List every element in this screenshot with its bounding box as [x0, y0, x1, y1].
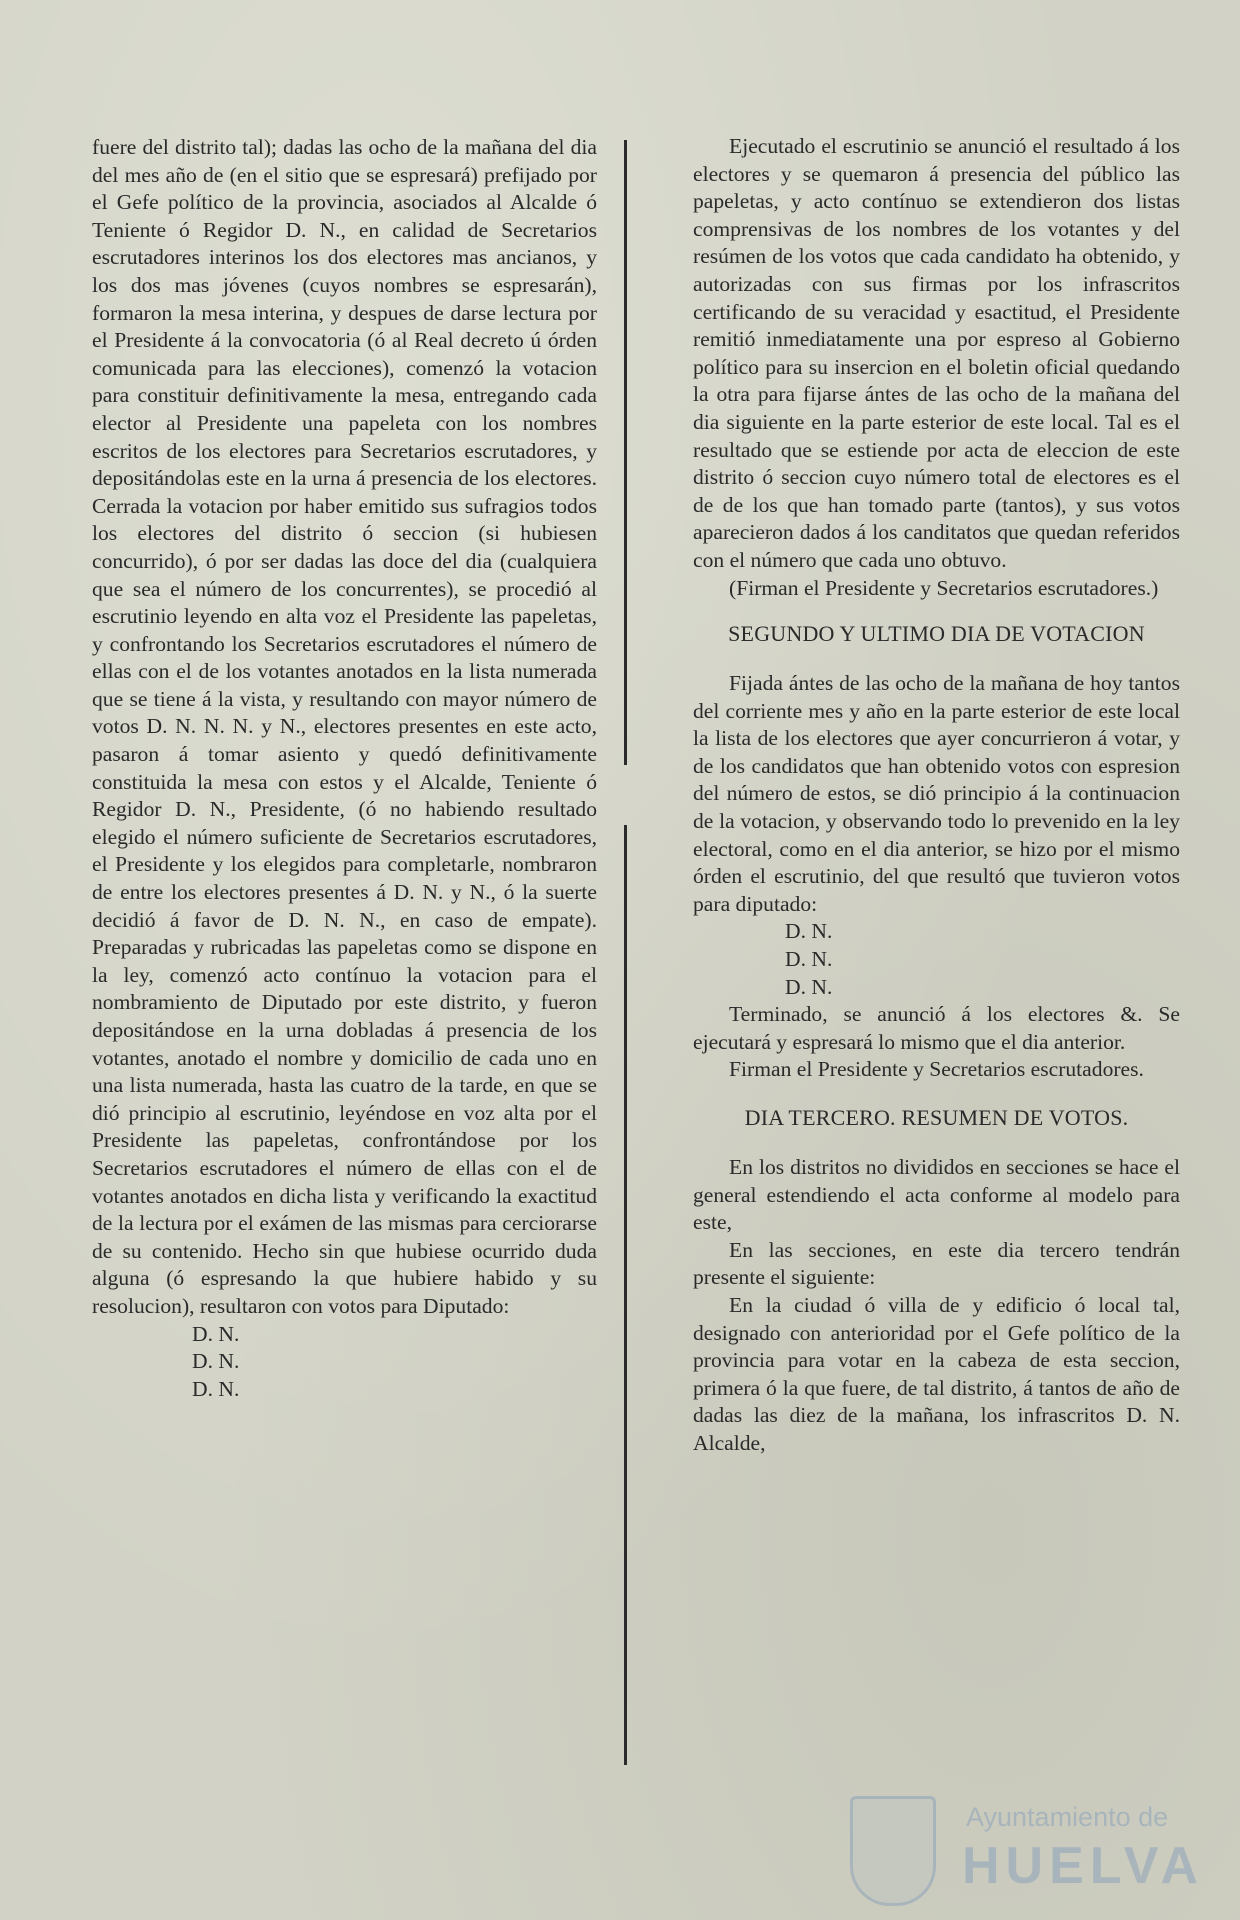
terminado-paragraph: Terminado, se anunció á los electores &. Se ejecutará y espresará lo mismo que el dia anterior. [693, 1002, 1180, 1054]
right-candidate-list [693, 918, 1180, 1001]
section-heading-dia-tercero: DIA TERCERO. RESUMEN DE VOTOS. [744, 1105, 1129, 1130]
watermark-line-1: Ayuntamiento de [966, 1802, 1169, 1832]
secciones-paragraph: En las secciones, en este dia tercero tendrán presente el siguiente: [693, 1237, 1180, 1290]
archive-watermark [850, 1796, 1205, 1906]
candidate-entry: D. N. [785, 947, 833, 972]
signature-note-2: Firman el Presidente y Secretarios escrutadores. [729, 1057, 1144, 1082]
coat-of-arms-icon [850, 1796, 936, 1906]
left-main-paragraph: fuere del distrito tal); dadas las ocho de la mañana del dia del mes año de (en el sitio que se espresará) prefijado por el Gefe político de la provincia, asociados al Alcalde ó Teniente ó Regidor D. N., en calidad de Secretarios escrutadores interinos los dos electores mas ancianos, y los dos mas jóvenes (cuyos nombres se espresarán), formaron la mesa interina, y despues de darse lectura por el Presidente á la convocatoria (ó al Real decreto ú órden comunicada para las elecciones), comenzó la votacion para constituir definitivamente la mesa, entregando cada elector al Presidente una papeleta con los nombres escritos de los electores para Secretarios escrutadores, y depositándolas este en la urna á presencia de los electores. Cerrada la votacion por haber emitido sus sufragios todos los electores del distrito ó seccion (si hubiesen concurrido), ó por ser dadas las doce del dia (cualquiera que sea el número de los concurrentes), se procedió al escrutinio leyendo en alta voz el Presidente las papeletas, y confrontando los Secretarios escrutadores el número de ellas con el de los votantes anotados en la lista numerada que se tiene á la vista, y resultando con mayor número de votos D. N. N. N. y N., electores presentes en este acto, pasaron á tomar asiento y quedó definitivamente constituida la mesa con estos y el Alcalde, Teniente ó Regidor D. N., Presidente, (ó no habiendo resultado elegido el número suficiente de Secretarios escrutadores, el Presidente y los elegidos para completarle, nombraron de entre los electores presentes á D. N. y N., ó la suerte decidió á favor de D. N. N., en caso de empate). Preparadas y rubricadas las papeletas como se dispone en la ley, comenzó acto contínuo la votacion para el nombramiento de Diputado por este distrito, y fueron depositándose en la urna dobladas á presencia de los votantes, anotado el nombre y domicilio de cada uno en una lista numerada, hasta las cuatro de la tarde, en que se dió principio al escrutinio, leyéndose en voz alta por el Presidente las papeletas, confrontándose por los Secretarios escrutadores el número de ellas con el de votantes anotados en dicha lista y verificando la exactitud de la lectura por el exámen de las mismas para cerciorarse de su contenido. Hecho sin que hubiese ocurrido duda alguna (ó espresando la que hubiere habido y su resolucion), resultaron con votos para Diputado: [92, 135, 597, 1318]
section-heading-segundo-dia: SEGUNDO Y ULTIMO DIA DE VOTACION [728, 621, 1145, 647]
signature-note-1: (Firman el Presidente y Secretarios escrutadores.) [729, 575, 1159, 600]
segundo-dia-paragraph: Fijada ántes de las ocho de la mañana de hoy tantos del corriente mes y año en la parte esterior de este local la lista de los electores que ayer concurrieron á votar, y de los candidatos que han obtenido votos con espresion del número de estos, se dió principio á la continuacion de la votacion, y observando todo lo prevenido en la ley electoral, como en el dia anterior, se hizo por el mismo órden el escrutinio, del que resultó que tuvieron votos para diputado: [693, 671, 1180, 916]
ciudad-paragraph: En la ciudad ó villa de y edificio ó local tal, designado con anterioridad por el Gefe político de la provincia para votar en la cabeza de esta seccion, primera ó la que fuere, de tal distrito, á tantos de año de dadas las diez de la mañana, los infrascritos D. N. Alcalde, [693, 1292, 1180, 1455]
escrutinio-paragraph: Ejecutado el escrutinio se anunció el resultado á los electores y se quemaron á presencia del público las papeletas, y acto contínuo se extendieron dos listas comprensivas de los nombres de los votantes y del resúmen de los votos que cada candidato ha obtenido, y autorizadas con sus firmas por los infrascritos certificando de su veracidad y esactitud, el Presidente remitió inmediatamente una por espreso al Gobierno político para su insercion en el boletin oficial quedando la otra para fijarse ántes de las ocho de la mañana del dia siguiente en la parte esterior de este local. Tal es el resultado que se estiende por acta de eleccion de este distrito ó seccion cuyo número total de electores es el de de los que han tomado parte (tantos), y sus votos aparecieron dados á los canditatos que quedan referidos con el número que cada uno obtuvo. [693, 134, 1180, 572]
candidate-entry: D. N. [192, 1376, 240, 1401]
watermark-line-2: HUELVA [962, 1837, 1205, 1895]
column-divider-top [624, 140, 627, 765]
distritos-paragraph: En los distritos no divididos en secciones se hace el general estendiendo el acta conforme al modelo para este, [693, 1155, 1180, 1235]
column-divider-bottom [624, 825, 627, 1765]
candidate-entry: D. N. [192, 1349, 240, 1374]
candidate-entry: D. N. [785, 974, 833, 999]
left-column [92, 134, 597, 1403]
candidate-entry: D. N. [785, 919, 833, 944]
left-candidate-list [92, 1321, 597, 1404]
candidate-entry: D. N. [192, 1321, 240, 1346]
right-column [693, 133, 1180, 1458]
